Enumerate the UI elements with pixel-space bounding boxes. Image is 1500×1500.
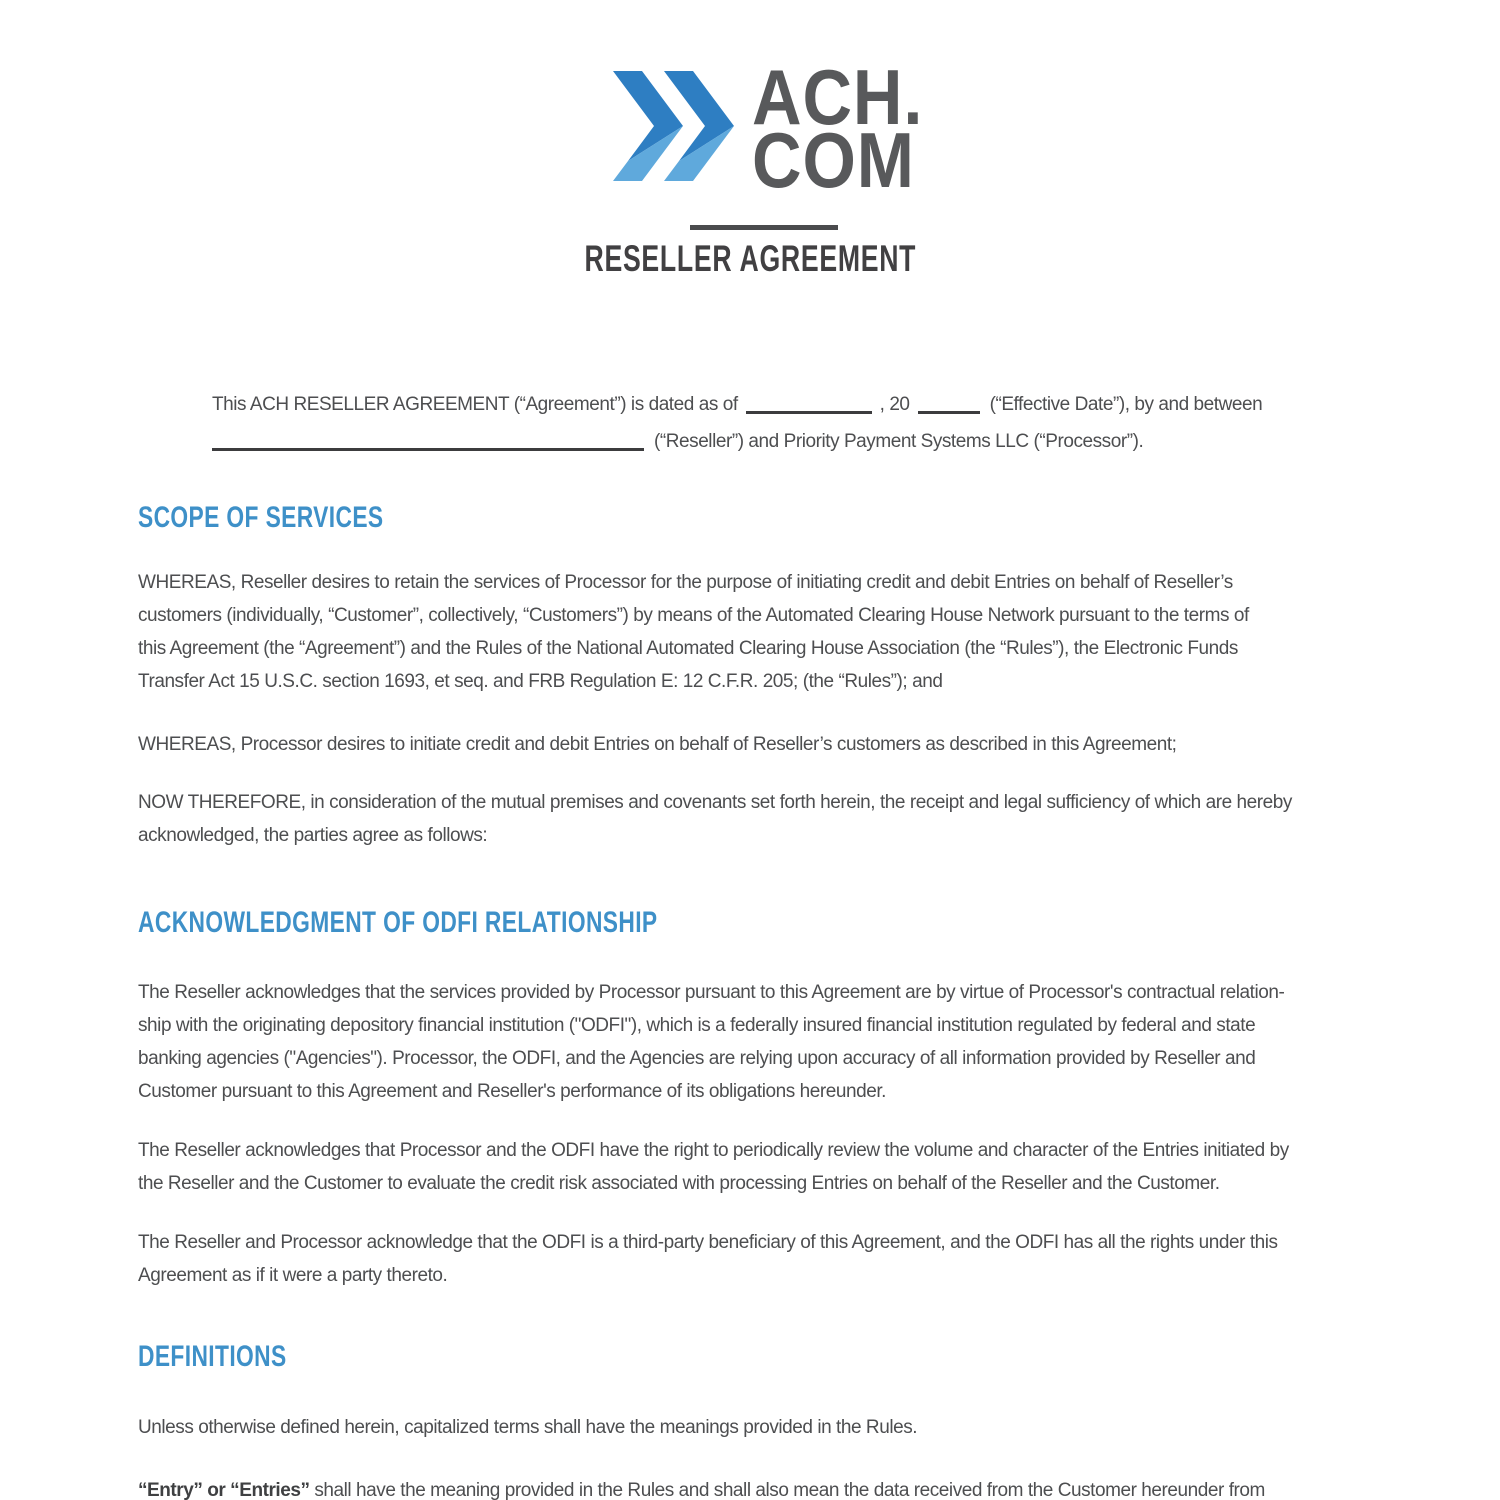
paragraph-odfi-third-party: The Reseller and Processor acknowledge that the ODFI is a third-party beneficiary of this Agreement, and the ODFI has all the rights under this Agreement as if it were a party thereto. [138,1232,1278,1286]
chevron1-dark-shape [613,71,683,161]
paragraph-definitions-intro: Unless otherwise defined herein, capitalized terms shall have the meanings provided in the Rules. [138,1417,918,1438]
intro-line-1-after-year: (“Effective Date”), by and between [989,394,1263,415]
paragraph-whereas-reseller: WHEREAS, Reseller desires to retain the services of Processor for the purpose of initiating credit and debit Entries on behalf of Reseller’s customers (individually, “Customer”, collectively, “Customers”) by means of the Automated Clearing House Network pursuant to the terms of this Agreement (the “Agreement”) and the Rules of the National Automated Clearing House Association (the “Rules”), the Electronic Funds Transfer Act 15 U.S.C. section 1693, et seq. and FRB Regulation E: 12 C.F.R. 205; (the “Rules”); and [138,572,1249,692]
intro-line-2 [212,423,1262,460]
entry-term-bold: “Entry” or “Entries” [138,1480,310,1500]
logo-wordmark [752,53,924,204]
logo-wordmark-line1: ACH. [752,53,924,141]
intro-paragraph [212,386,1262,460]
reseller-name-blank-line [212,448,644,451]
page-title-text: RESELLER AGREEMENT [584,238,916,279]
year-blank-line [918,411,980,414]
title-divider-rule [690,225,838,230]
intro-line-1-after-date: , 20 [879,394,910,415]
paragraph-whereas-processor: WHEREAS, Processor desires to initiate credit and debit Entries on behalf of Reseller’s customers as described in this Agreement; [138,734,1177,755]
section-heading-definitions: DEFINITIONS [138,1340,287,1373]
date-blank-line [746,411,872,414]
paragraph-now-therefore: NOW THEREFORE, in consideration of the mutual premises and covenants set forth herein, the receipt and legal sufficiency of which are hereby acknowledged, the parties agree as follows: [138,792,1292,846]
entry-term-rest: shall have the meaning provided in the Rules and shall also mean the data received from the Customer hereunder from [309,1480,1265,1500]
paragraph-odfi-review-rights: The Reseller acknowledges that Processor and the ODFI have the right to periodically review the volume and character of the Entries initiated by the Reseller and the Customer to evaluate the credit risk associated with processing Entries on behalf of the Reseller and the Customer. [138,1140,1289,1194]
paragraph-entry-definition [138,1474,1380,1500]
section-heading-acknowledgment-odfi: ACKNOWLEDGMENT OF ODFI RELATIONSHIP [138,906,658,939]
section-heading-scope-of-services: SCOPE OF SERVICES [138,501,384,534]
paragraph-odfi-relationship: The Reseller acknowledges that the services provided by Processor pursuant to this Agreement are by virtue of Processor's contractual relation- ship with the originating depository financial institution ("ODFI"), which is a federally insured financial institution regulated by federal and state banking agencies ("Agencies"). Processor, the ODFI, and the Agencies are relying upon accuracy of all information provided by Reseller and Customer pursuant to this Agreement and Reseller's performance of its obligations hereunder. [138,982,1285,1102]
intro-line-1-before-date: This ACH RESELLER AGREEMENT (“Agreement”) is dated as of [212,394,738,415]
page-title [0,236,1500,282]
logo-wordmark-line2: COM [752,116,915,204]
intro-line-2-text: (“Reseller”) and Priority Payment Systems LLC (“Processor”). [654,431,1144,452]
intro-line-1 [212,386,1262,423]
logo-chevrons-icon [610,71,735,181]
